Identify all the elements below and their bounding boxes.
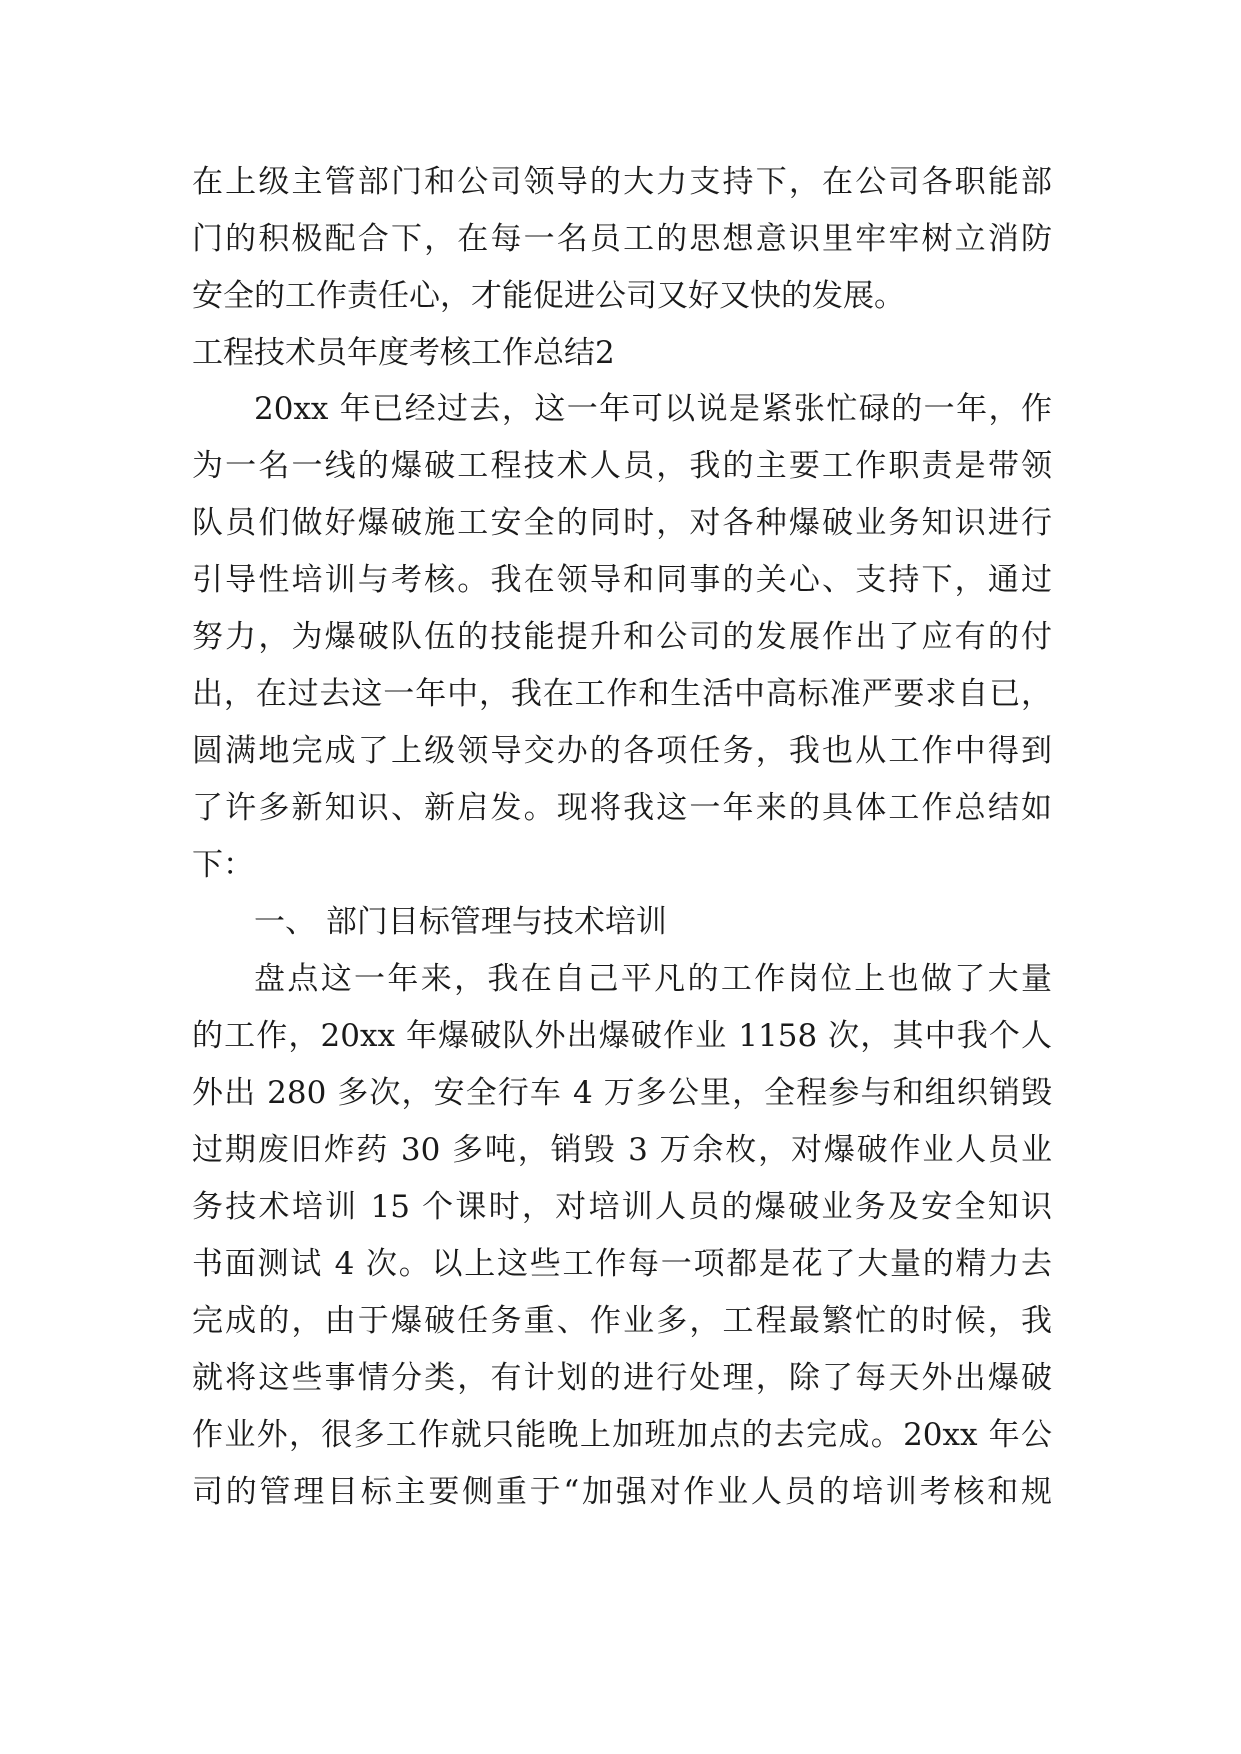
text-line: 了许多新知识、新启发。现将我这一年来的具体工作总结如 bbox=[192, 790, 1052, 826]
text-line: 外出 280 多次，安全行车 4 万多公里，全程参与和组织销毁 bbox=[192, 1075, 1052, 1111]
text-line: 为一名一线的爆破工程技术人员，我的主要工作职责是带领 bbox=[192, 448, 1052, 484]
text-line: 就将这些事情分类，有计划的进行处理，除了每天外出爆破 bbox=[192, 1360, 1052, 1396]
text-line: 安全的工作责任心，才能促进公司又好又快的发展。 bbox=[192, 278, 905, 314]
text-line: 完成的，由于爆破任务重、作业多，工程最繁忙的时候，我 bbox=[192, 1303, 1052, 1339]
text-line: 作业外，很多工作就只能晚上加班加点的去完成。20xx 年公 bbox=[192, 1417, 1052, 1453]
text-line: 引导性培训与考核。我在领导和同事的关心、支持下，通过 bbox=[192, 562, 1052, 598]
text-line: 在上级主管部门和公司领导的大力支持下，在公司各职能部 bbox=[192, 164, 1052, 200]
subsection-heading: 一、 部门目标管理与技术培训 bbox=[254, 904, 667, 940]
text-line: 过期废旧炸药 30 多吨，销毁 3 万余枚，对爆破作业人员业 bbox=[192, 1132, 1052, 1168]
text-line: 书面测试 4 次。以上这些工作每一项都是花了大量的精力去 bbox=[192, 1246, 1052, 1282]
section-title: 工程技术员年度考核工作总结2 bbox=[192, 335, 615, 371]
text-line: 盘点这一年来，我在自己平凡的工作岗位上也做了大量 bbox=[254, 961, 1052, 997]
text-line: 务技术培训 15 个课时，对培训人员的爆破业务及安全知识 bbox=[192, 1189, 1052, 1225]
text-line: 20xx 年已经过去，这一年可以说是紧张忙碌的一年，作 bbox=[254, 391, 1052, 427]
text-line: 队员们做好爆破施工安全的同时，对各种爆破业务知识进行 bbox=[192, 505, 1052, 541]
text-line: 努力，为爆破队伍的技能提升和公司的发展作出了应有的付 bbox=[192, 619, 1052, 655]
text-line: 门的积极配合下，在每一名员工的思想意识里牢牢树立消防 bbox=[192, 221, 1052, 257]
text-line: 司的管理目标主要侧重于“加强对作业人员的培训考核和规 bbox=[192, 1474, 1052, 1510]
text-line: 圆满地完成了上级领导交办的各项任务，我也从工作中得到 bbox=[192, 733, 1052, 769]
text-line: 的工作，20xx 年爆破队外出爆破作业 1158 次，其中我个人 bbox=[192, 1018, 1052, 1054]
text-line: 下： bbox=[192, 847, 254, 883]
text-line: 出，在过去这一年中，我在工作和生活中高标准严要求自已， bbox=[192, 676, 1052, 712]
